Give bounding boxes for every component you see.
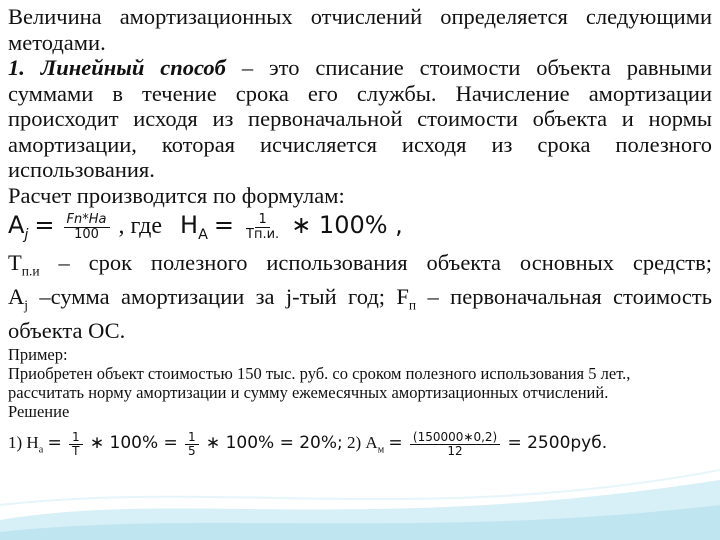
linear-line-5: использования.	[8, 157, 155, 182]
fraction-b-denominator: 5	[188, 443, 196, 458]
fraction-2-denominator: Тп.и.	[246, 226, 280, 242]
solution-fraction-a	[69, 431, 83, 458]
formula-fraction-1	[64, 213, 110, 242]
example-label: Пример:	[8, 345, 68, 365]
definition-amount: $A_j$ –сумма амортизации за j-тый год; $F_п$ – первоначальная стоимость	[8, 283, 712, 313]
definitions	[8, 250, 712, 344]
paragraph-intro	[8, 4, 712, 55]
intro-line-2: методами.	[8, 29, 106, 55]
solution-label: Решение	[8, 402, 70, 422]
solution-formulas	[8, 423, 712, 470]
example-line-2: рассчитать норму амортизации и сумму ежемесячных амортизационных отчислений.	[8, 383, 609, 403]
paragraph-linear-method	[8, 55, 712, 183]
solution-result-2: = 2500руб.	[507, 433, 608, 454]
formula-depreciation	[8, 210, 712, 250]
solution-fraction-c	[410, 431, 500, 458]
fraction-c-denominator: 12	[447, 443, 463, 458]
solution-part-2: 2) $А_м$	[347, 433, 385, 456]
formula-intro: Расчет производится по формулам:	[8, 182, 345, 208]
linear-line-3: происходит исходя из первоначальной стоимости объекта и нормы	[8, 106, 712, 131]
fraction-2-numerator: 1	[255, 213, 269, 228]
definition-term: $Т_{п.и}$ – срок полезного использования объекта основных средств;	[8, 249, 712, 279]
solution-part-1: 1) $Н_а$	[8, 433, 44, 456]
solution-equals: =	[47, 433, 62, 454]
intro-line-1: Величина амортизационных отчислений определяется следующими	[8, 4, 712, 29]
formula-tail: ∗ 100% ,	[291, 211, 403, 239]
formula-equals-2: =	[213, 211, 235, 239]
example-line-1: Приобретен объект стоимостью 150 тыс. руб. со сроком полезного использования 5 лет.,	[8, 364, 631, 384]
formula-lhs: $A_j$	[8, 211, 29, 243]
solution-fraction-b	[185, 431, 199, 458]
solution-result-1: ∗ 100% = 20%;	[205, 433, 343, 454]
formula-equals: =	[34, 211, 55, 239]
linear-method-heading: 1. Линейный способ	[8, 55, 226, 80]
linear-line-4: амортизации, которая исчисляется исходя из срока полезного	[8, 131, 712, 157]
solution-equals-2: =	[388, 433, 403, 454]
formula-where: , где	[118, 213, 163, 239]
fraction-a-numerator: 1	[69, 431, 83, 445]
fraction-b-numerator: 1	[185, 431, 199, 445]
fraction-a-denominator: Т	[72, 443, 80, 458]
example-block	[8, 345, 712, 421]
fraction-1-denominator: 100	[74, 226, 99, 242]
formula-norm-label: $Н_A$	[180, 211, 208, 243]
linear-line-1-text: – это списание стоимости объекта равными	[225, 55, 712, 80]
fraction-1-numerator: Fn*Ha	[64, 213, 110, 228]
fraction-c-numerator: (150000∗0,2)	[410, 431, 500, 445]
definition-line-3: объекта ОС.	[8, 317, 126, 343]
linear-line-1	[8, 55, 712, 81]
linear-line-2: суммами в течение срока его службы. Начисление амортизации	[8, 80, 712, 106]
solution-mul-100: ∗ 100% =	[89, 433, 178, 454]
formula-fraction-2	[243, 213, 282, 242]
